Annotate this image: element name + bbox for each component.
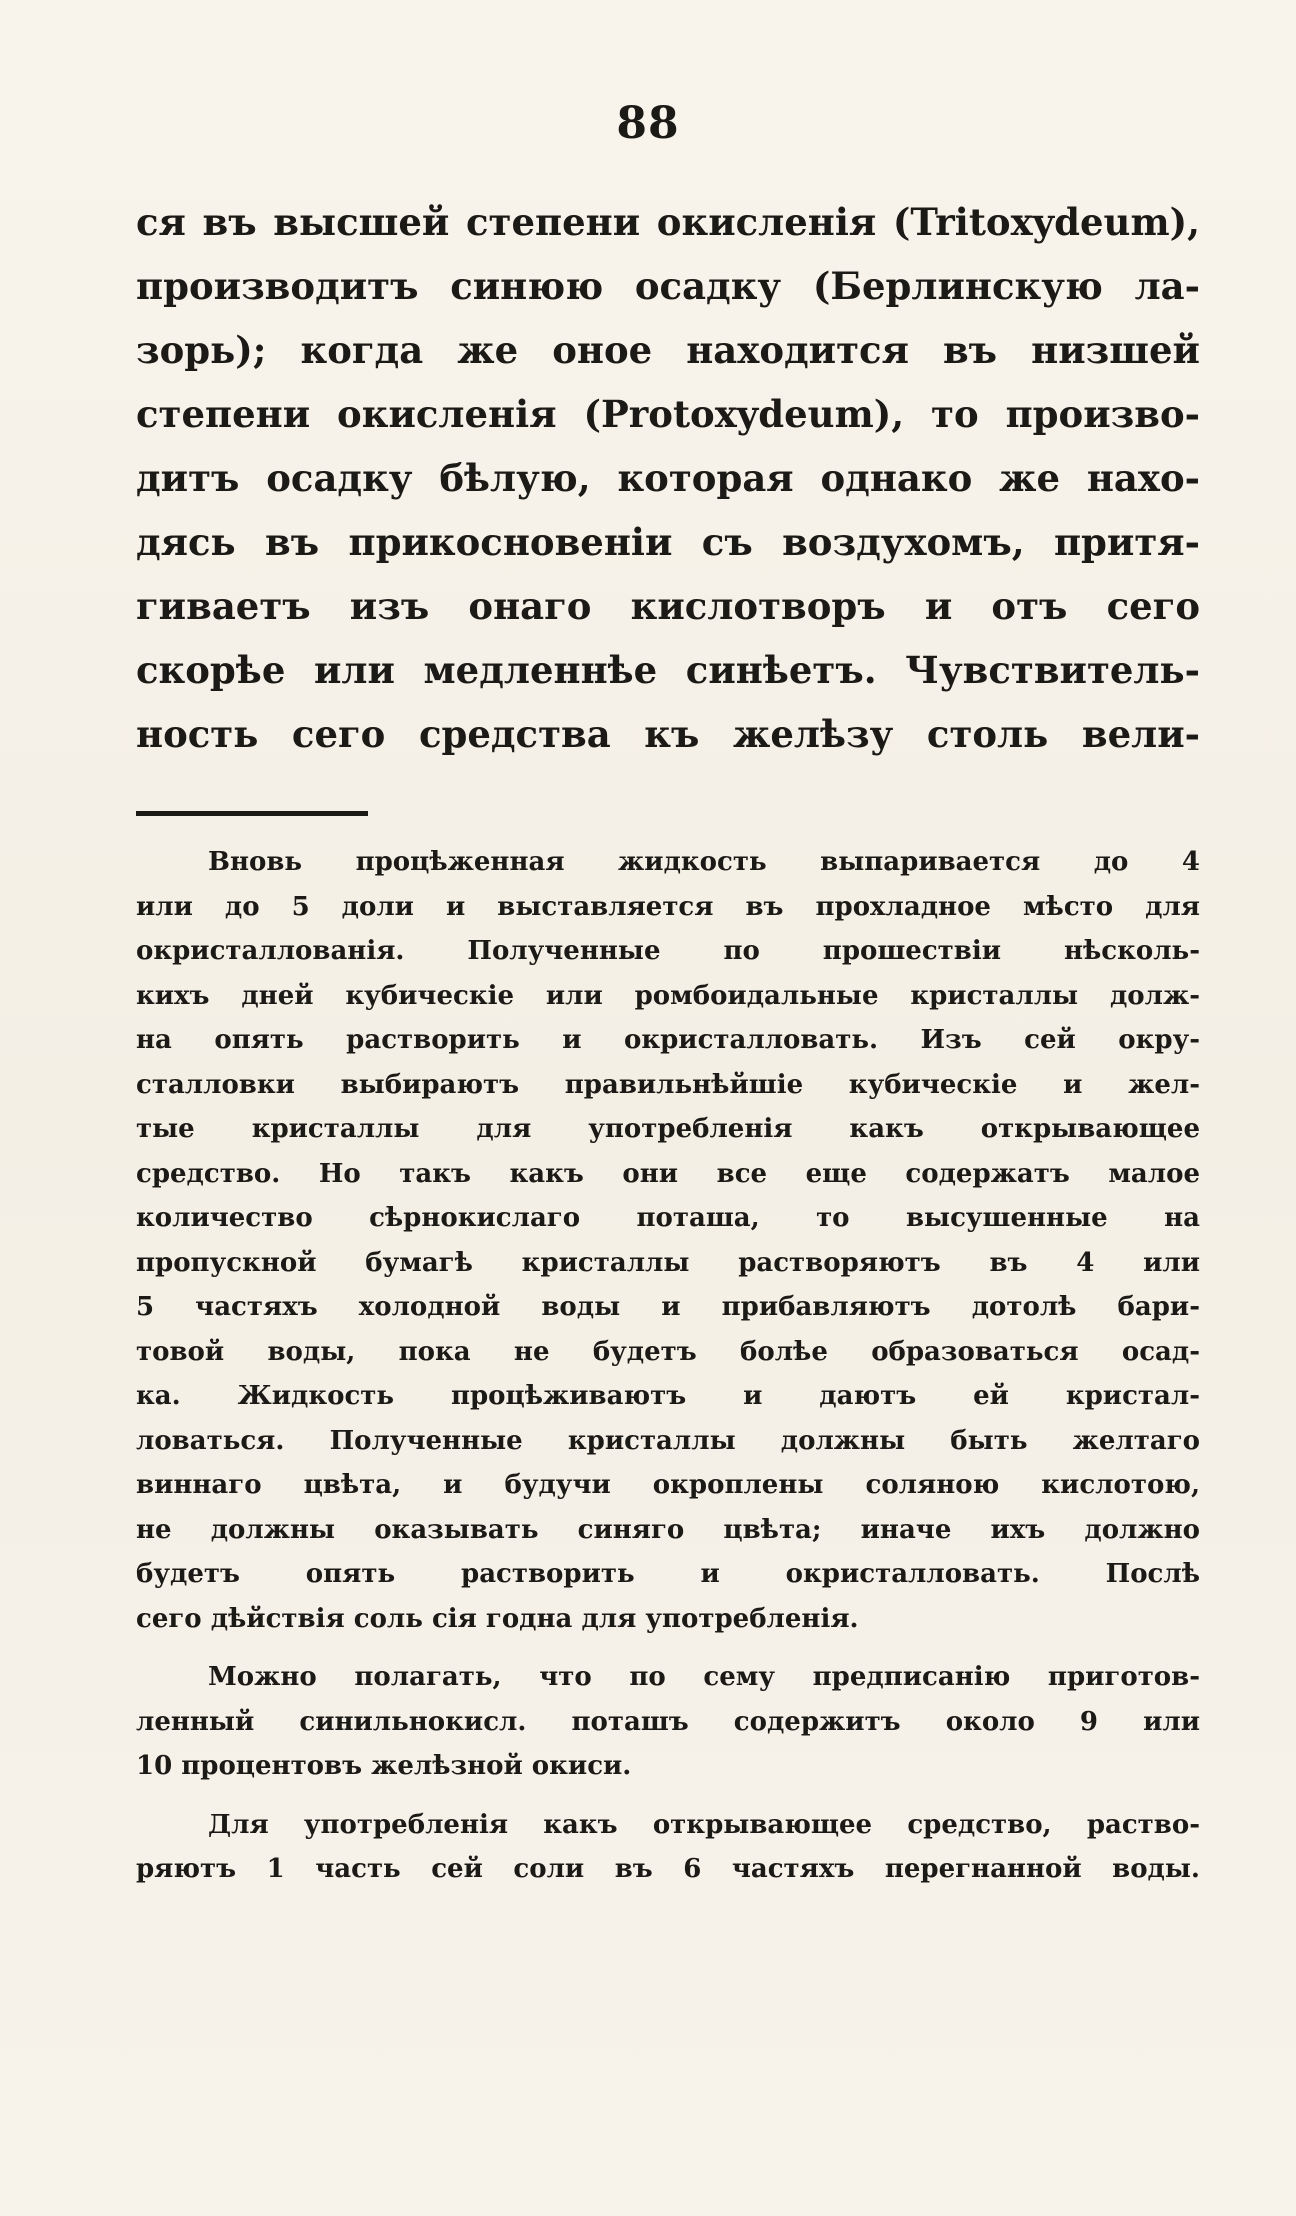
- footnote-line: количество сѣрнокислаго поташа, то высушенные на: [136, 1203, 1200, 1233]
- main-text-line: скорѣе или медленнѣе синѣетъ. Чувствитель-: [136, 648, 1200, 692]
- main-text-line: дясь въ прикосновеніи съ воздухомъ, притя-: [136, 520, 1200, 564]
- footnote-line: сего дѣйствія соль сія годна для употребленія.: [136, 1603, 859, 1634]
- footnote-line: средство. Но такъ какъ они все еще содержатъ малое: [136, 1158, 1200, 1189]
- footnote-line: тые кристаллы для употребленія какъ открывающее: [136, 1114, 1200, 1144]
- main-text-line: степени окисленія (Protoxydeum), то произво-: [136, 392, 1200, 436]
- footnote-line: будетъ опять растворить и окристалловать. Послѣ: [136, 1559, 1200, 1589]
- footnote-line: виннаго цвѣта, и будучи окроплены соляною кислотою,: [136, 1470, 1200, 1500]
- paragraph-gap: [136, 1641, 1200, 1655]
- footnote-line: Можно полагать, что по сему предписанію приготов-: [208, 1662, 1200, 1692]
- footnote-line: или до 5 доли и выставляется въ прохладное мѣсто для: [136, 891, 1200, 922]
- main-text-block: [136, 190, 1200, 766]
- footnote-line: кихъ дней кубическіе или ромбоидальные кристаллы долж-: [136, 980, 1200, 1011]
- footnote-line: окристаллованія. Полученные по прошествіи нѣсколь-: [136, 936, 1200, 966]
- main-text-line: дитъ осадку бѣлую, которая однако же нахо-: [136, 456, 1200, 500]
- main-text-line: зорь); когда же оное находится въ низшей: [136, 328, 1200, 372]
- footnote-line: товой воды, пока не будетъ болѣе образоваться осад-: [136, 1336, 1200, 1367]
- footnote-line: ленный синильнокисл. поташъ содержитъ около 9 или: [136, 1706, 1200, 1737]
- footnote-line: не должны оказывать синяго цвѣта; иначе ихъ должно: [136, 1514, 1200, 1545]
- footnote-line: 5 частяхъ холодной воды и прибавляютъ дотолѣ бари-: [136, 1292, 1200, 1322]
- footnote-line: сталловки выбираютъ правильнѣйшіе кубическіе и жел-: [136, 1069, 1200, 1100]
- footnote-line: Вновь процѣженная жидкость выпаривается до 4: [208, 847, 1200, 877]
- main-text-line: производитъ синюю осадку (Берлинскую ла-: [136, 264, 1200, 308]
- footnote-line: ряютъ 1 часть сей соли въ 6 частяхъ перегнанной воды.: [136, 1854, 1200, 1884]
- footnote-line: Для употребленія какъ открывающее средство, раство-: [208, 1809, 1200, 1840]
- main-text-line: ность сего средства къ желѣзу столь вели-: [136, 712, 1200, 756]
- footnote-line: 10 процентовъ желѣзной окиси.: [136, 1751, 632, 1781]
- footnote-line: на опять растворить и окристалловать. Изъ сей окру-: [136, 1025, 1200, 1055]
- footnote-line: ка. Жидкость процѣживаютъ и даютъ ей кристал-: [136, 1381, 1200, 1411]
- footnote-line: пропускной бумагѣ кристаллы растворяютъ въ 4 или: [136, 1247, 1200, 1278]
- main-text-line: ся въ высшей степени окисленія (Tritoxydeum),: [136, 200, 1200, 244]
- footnote-block: [136, 840, 1200, 1892]
- footnote-line: ловаться. Полученные кристаллы должны быть желтаго: [136, 1425, 1200, 1456]
- footnote-divider: [136, 811, 368, 816]
- main-text-line: гиваетъ изъ онаго кислотворъ и отъ сего: [136, 584, 1200, 628]
- page-number: 88: [616, 98, 680, 149]
- paragraph-gap: [136, 1789, 1200, 1803]
